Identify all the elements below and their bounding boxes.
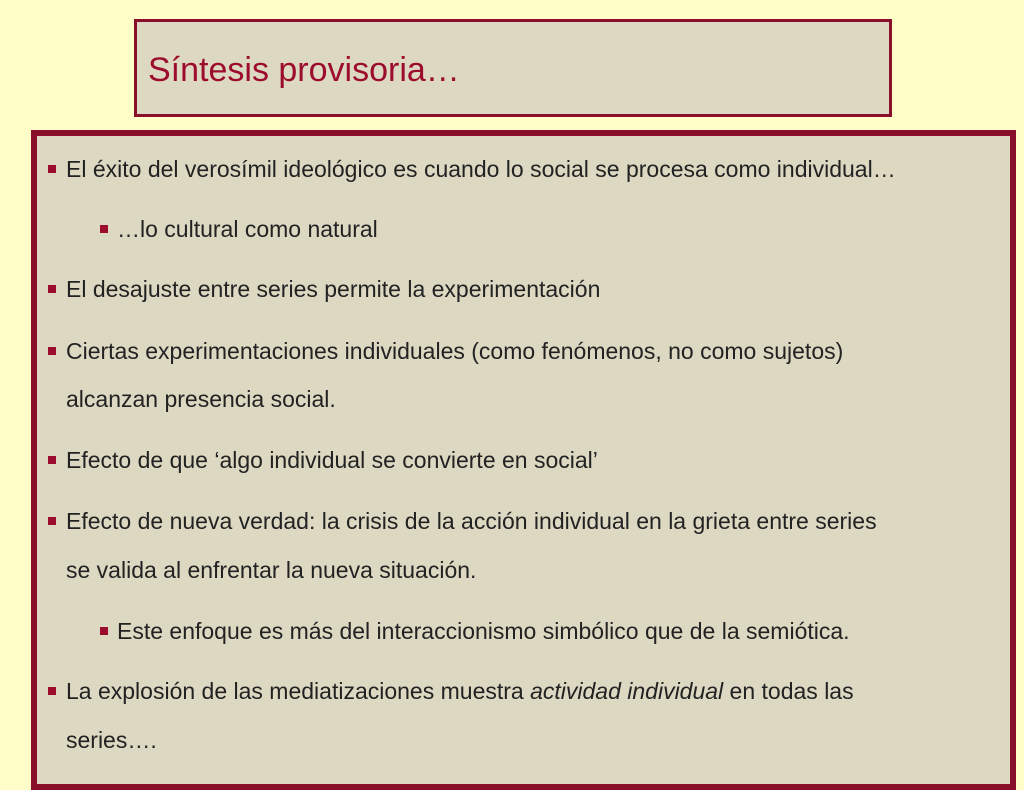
bullet-text: Este enfoque es más del interaccionismo simbólico que de la semiótica.: [117, 618, 850, 644]
square-bullet-icon: [48, 165, 56, 173]
bullet-text: …lo cultural como natural: [117, 216, 378, 242]
bullet-text: El desajuste entre series permite la experimentación: [66, 276, 601, 302]
bullet-text: Ciertas experimentaciones individuales (como fenómenos, no como sujetos): [66, 338, 844, 364]
bullet-text: El éxito del verosímil ideológico es cuando lo social se procesa como individual…: [66, 156, 896, 182]
bullet-item: [66, 443, 598, 477]
sub-bullet-item: [117, 212, 378, 246]
title-box: [134, 19, 892, 117]
bullet-text-after: en todas las: [723, 678, 854, 704]
slide-title: Síntesis provisoria…: [148, 51, 460, 89]
square-bullet-icon: [100, 225, 108, 233]
bullet-item: [66, 272, 600, 306]
bullet-text-before: La explosión de las mediatizaciones muestra: [66, 678, 531, 704]
square-bullet-icon: [48, 687, 56, 695]
square-bullet-icon: [100, 627, 108, 635]
bullet-continuation: series….: [66, 727, 157, 753]
bullet-text-emphasis: actividad individual: [530, 678, 724, 704]
bullet-text: Efecto de nueva verdad: la crisis de la acción individual en la grieta entre series: [66, 508, 877, 534]
bullet-item: [66, 504, 877, 538]
bullet-item: [66, 334, 843, 368]
square-bullet-icon: [48, 456, 56, 464]
bullet-continuation: se valida al enfrentar la nueva situación.: [66, 557, 477, 583]
bullet-text: Efecto de que ‘algo individual se convierte en social’: [66, 447, 598, 473]
bullet-item: [66, 152, 896, 186]
sub-bullet-item: [117, 614, 850, 648]
square-bullet-icon: [48, 517, 56, 525]
square-bullet-icon: [48, 347, 56, 355]
bullet-item: [66, 674, 854, 708]
square-bullet-icon: [48, 285, 56, 293]
bullet-continuation: alcanzan presencia social.: [66, 386, 336, 412]
